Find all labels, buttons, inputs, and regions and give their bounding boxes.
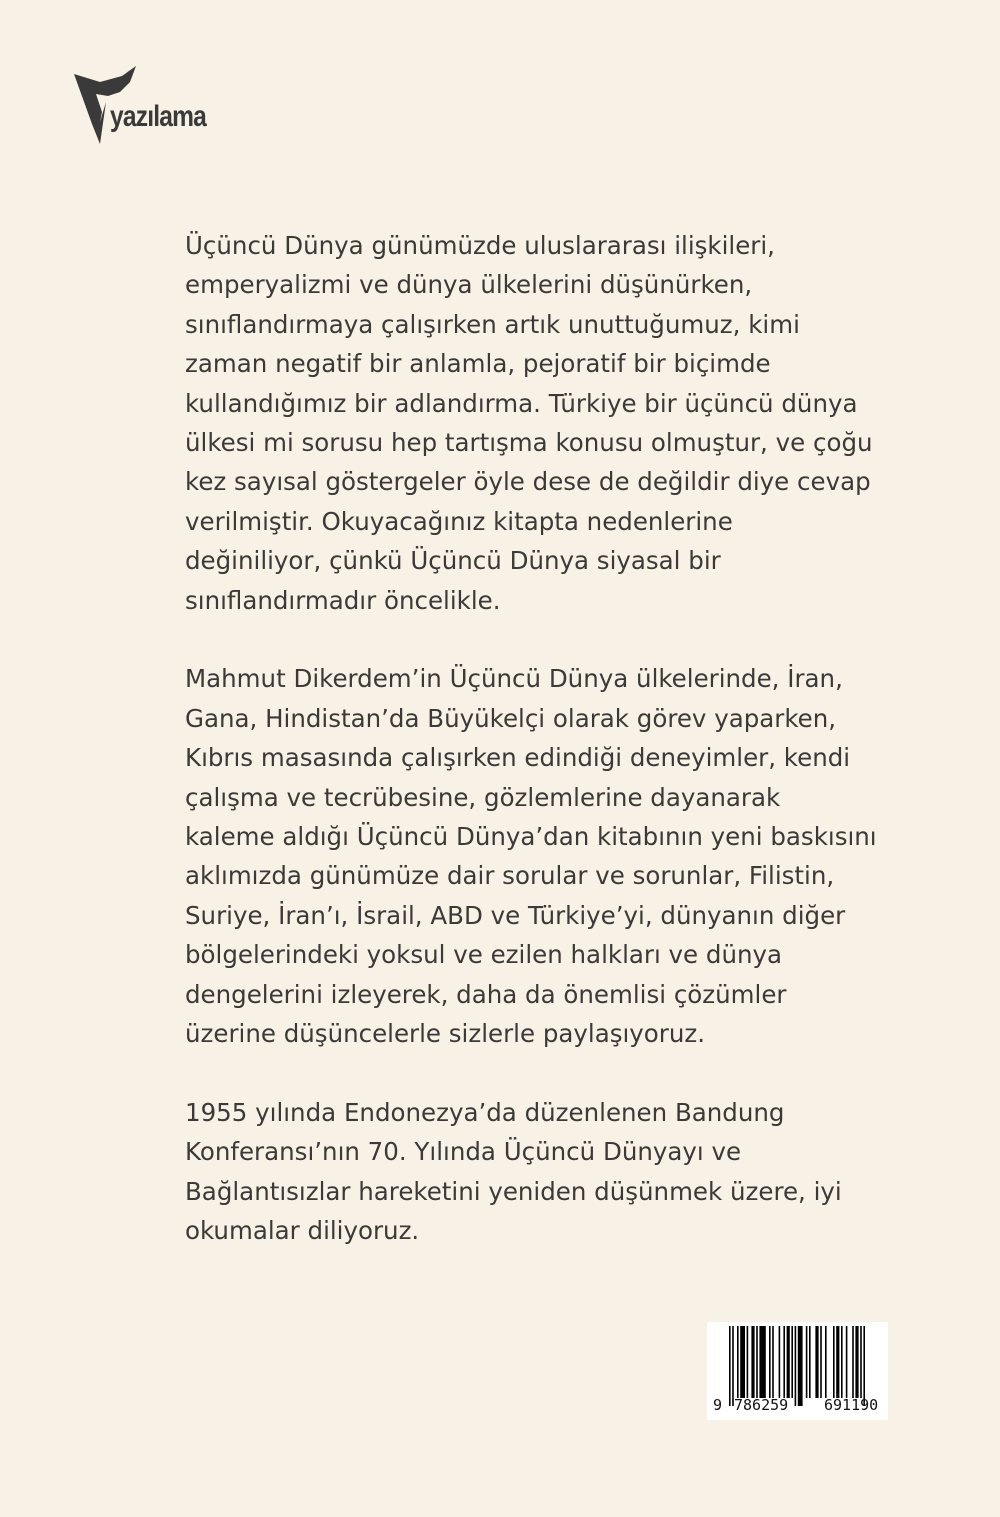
text-line: değiniliyor, çünkü Üçüncü Dünya siyasal bir <box>185 546 721 576</box>
text-line: Üçüncü Dünya günümüzde uluslararası ilişkileri, <box>185 231 775 260</box>
barcode-bar <box>769 1326 771 1398</box>
text-line: çalışma ve tecrübesine, gözlemlerine dayanarak <box>185 782 781 812</box>
barcode-bar <box>841 1326 843 1398</box>
barcode-bar <box>759 1326 765 1398</box>
text-line: sınıflandırmaya çalışırken artık unuttuğumuz, kimi <box>185 309 800 339</box>
barcode-bar <box>809 1326 811 1398</box>
text-line: bölgelerindeki yoksul ve ezilen halkları ve dünya <box>185 940 783 970</box>
text-line: kaleme aldığı Üçüncü Dünya’dan kitabının yeni baskısını <box>185 822 877 852</box>
barcode-bar <box>783 1326 785 1398</box>
barcode-bar <box>787 1326 790 1398</box>
barcode-digits-right: 691190 <box>824 1396 879 1414</box>
barcode-bar <box>815 1326 818 1398</box>
barcode-bar <box>820 1326 822 1398</box>
barcode-bar <box>806 1326 808 1398</box>
paragraph <box>185 659 905 1053</box>
text-line: sınıflandırmadır öncelikle. <box>185 585 501 615</box>
text-line: kez sayısal göstergeler öyle dese de değildir diye cevap <box>185 467 871 497</box>
isbn-barcode <box>707 1322 888 1420</box>
text-line: Bağlantısızlar hareketini yeniden düşünmek üzere, iyi <box>185 1176 842 1206</box>
barcode-bar <box>825 1326 827 1398</box>
text-line: zaman negatif bir anlamla, pejoratif bir biçimde <box>185 349 771 379</box>
barcode-bar <box>737 1326 739 1398</box>
barcode-bar <box>751 1326 754 1398</box>
barcode-bar <box>798 1326 803 1406</box>
barcode-bar <box>855 1326 858 1398</box>
barcode-bar <box>732 1326 734 1406</box>
text-line: ülkesi mi sorusu hep tartışma konusu olmuştur, ve çoğu <box>185 428 873 458</box>
barcode-bar <box>836 1326 839 1398</box>
paragraph <box>185 1093 905 1251</box>
barcode-bar <box>740 1326 745 1398</box>
barcode-bar <box>833 1326 835 1398</box>
text-line: Mahmut Dikerdem’in Üçüncü Dünya ülkelerinde, İran, <box>185 664 843 694</box>
text-line: Kıbrıs masasında çalışırken edindiği deneyimler, kendi <box>185 743 851 773</box>
text-line: aklımızda günümüze dair sorular ve sorunlar, Filistin, <box>185 861 835 891</box>
barcode-bar <box>791 1326 793 1398</box>
paragraph <box>185 226 905 620</box>
barcode-bar <box>795 1326 797 1406</box>
text-line: 1955 yılında Endonezya’da düzenlenen Bandung <box>185 1097 785 1127</box>
barcode-bar <box>860 1326 862 1398</box>
barcode-digit-prefix: 9 <box>713 1396 723 1414</box>
barcode-bar <box>779 1326 781 1398</box>
blurb-text <box>185 226 905 1290</box>
text-line: üzerine düşüncelerle sizlerle paylaşıyoruz. <box>185 1019 706 1049</box>
barcode-bar <box>852 1326 854 1398</box>
text-line: emperyalizmi ve dünya ülkelerini düşünürken, <box>185 270 753 300</box>
text-line: Gana, Hindistan’da Büyükelçi olarak görev yaparken, <box>185 703 837 733</box>
barcode-bar <box>863 1326 865 1406</box>
barcode-bar <box>846 1326 848 1398</box>
text-line: verilmiştir. Okuyacağınız kitapta nedenlerine <box>185 506 733 536</box>
text-line: kullandığımız bir adlandırma. Türkiye bir üçüncü dünya <box>185 388 858 418</box>
barcode-bar <box>756 1326 758 1398</box>
barcode-bar <box>729 1326 731 1406</box>
text-line: okumalar diliyoruz. <box>185 1216 420 1246</box>
publisher-name: yazılama <box>110 100 207 133</box>
publisher-logo <box>70 62 230 152</box>
barcode-bar <box>772 1326 774 1398</box>
text-line: Konferansı’nın 70. Yılında Üçüncü Dünyayı ve <box>185 1137 742 1167</box>
barcode-digits-left: 786259 <box>734 1396 789 1414</box>
text-line: dengelerini izleyerek, daha da önemlisi çözümler <box>185 979 787 1009</box>
text-line: Suriye, İran’ı, İsrail, ABD ve Türkiye’yi, dünyanın diğer <box>185 900 846 930</box>
barcode-bar <box>747 1326 749 1398</box>
